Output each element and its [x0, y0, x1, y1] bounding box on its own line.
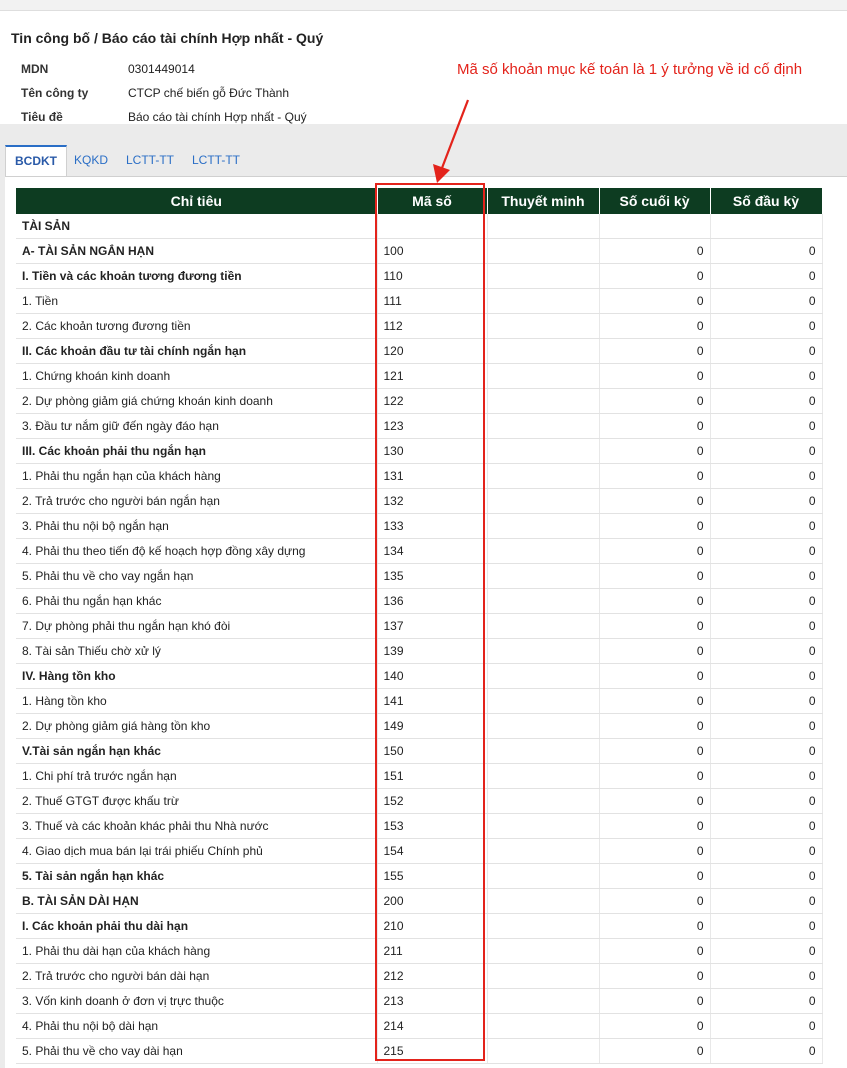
row-name-cell: 1. Phải thu ngắn hạn của khách hàng	[16, 464, 377, 489]
row-start-value-cell	[710, 214, 822, 239]
row-name-cell: III. Các khoản phải thu ngắn hạn	[16, 439, 377, 464]
row-code-cell: 135	[377, 564, 487, 589]
row-code-cell: 110	[377, 264, 487, 289]
row-end-value-cell: 0	[599, 639, 710, 664]
row-name-cell: A- TÀI SẢN NGẮN HẠN	[16, 239, 377, 264]
tab-bcdkt[interactable]: BCDKT	[5, 145, 67, 176]
row-code-cell: 212	[377, 964, 487, 989]
row-code-cell: 213	[377, 989, 487, 1014]
row-note-cell	[487, 314, 599, 339]
row-end-value-cell: 0	[599, 414, 710, 439]
row-start-value-cell: 0	[710, 639, 822, 664]
row-name-cell: B. TÀI SẢN DÀI HẠN	[16, 889, 377, 914]
row-end-value-cell	[599, 214, 710, 239]
row-name-cell: 4. Giao dịch mua bán lại trái phiếu Chính phủ	[16, 839, 377, 864]
row-name-cell: 2. Thuế GTGT được khấu trừ	[16, 789, 377, 814]
row-code-cell: 155	[377, 864, 487, 889]
row-code-cell: 151	[377, 764, 487, 789]
row-code-cell: 134	[377, 539, 487, 564]
row-start-value-cell: 0	[710, 764, 822, 789]
row-end-value-cell: 0	[599, 564, 710, 589]
row-note-cell	[487, 489, 599, 514]
row-name-cell: 3. Phải thu nội bộ ngắn hạn	[16, 514, 377, 539]
row-start-value-cell: 0	[710, 989, 822, 1014]
row-end-value-cell: 0	[599, 489, 710, 514]
row-code-cell: 210	[377, 914, 487, 939]
row-end-value-cell: 0	[599, 289, 710, 314]
row-note-cell	[487, 514, 599, 539]
info-label: Tiêu đề	[21, 110, 63, 124]
row-name-cell: IV. Hàng tồn kho	[16, 664, 377, 689]
row-end-value-cell: 0	[599, 764, 710, 789]
row-code-cell: 152	[377, 789, 487, 814]
row-end-value-cell: 0	[599, 589, 710, 614]
row-start-value-cell: 0	[710, 514, 822, 539]
row-note-cell	[487, 239, 599, 264]
row-start-value-cell: 0	[710, 239, 822, 264]
row-end-value-cell: 0	[599, 739, 710, 764]
row-end-value-cell: 0	[599, 264, 710, 289]
row-code-cell: 150	[377, 739, 487, 764]
row-note-cell	[487, 414, 599, 439]
ma-so-highlight-box	[375, 183, 485, 1061]
row-start-value-cell: 0	[710, 689, 822, 714]
row-code-cell: 121	[377, 364, 487, 389]
row-end-value-cell: 0	[599, 939, 710, 964]
row-name-cell: I. Các khoản phải thu dài hạn	[16, 914, 377, 939]
row-name-cell: 3. Vốn kinh doanh ở đơn vị trực thuộc	[16, 989, 377, 1014]
row-code-cell: 112	[377, 314, 487, 339]
row-code-cell: 153	[377, 814, 487, 839]
row-name-cell: 2. Trả trước cho người bán ngắn hạn	[16, 489, 377, 514]
row-start-value-cell: 0	[710, 914, 822, 939]
row-code-cell: 123	[377, 414, 487, 439]
row-note-cell	[487, 689, 599, 714]
row-start-value-cell: 0	[710, 339, 822, 364]
row-start-value-cell: 0	[710, 414, 822, 439]
row-note-cell	[487, 789, 599, 814]
row-note-cell	[487, 939, 599, 964]
row-end-value-cell: 0	[599, 814, 710, 839]
row-code-cell: 130	[377, 439, 487, 464]
top-bar	[0, 0, 847, 11]
row-note-cell	[487, 639, 599, 664]
row-code-cell: 132	[377, 489, 487, 514]
row-start-value-cell: 0	[710, 314, 822, 339]
row-name-cell: 2. Dự phòng giảm giá hàng tồn kho	[16, 714, 377, 739]
row-name-cell: 6. Phải thu ngắn hạn khác	[16, 589, 377, 614]
column-header-thuyet-minh[interactable]: Thuyết minh	[487, 188, 599, 214]
row-start-value-cell: 0	[710, 389, 822, 414]
row-end-value-cell: 0	[599, 239, 710, 264]
row-end-value-cell: 0	[599, 889, 710, 914]
row-note-cell	[487, 764, 599, 789]
row-note-cell	[487, 439, 599, 464]
row-code-cell: 154	[377, 839, 487, 864]
row-start-value-cell: 0	[710, 939, 822, 964]
row-name-cell: 2. Trả trước cho người bán dài hạn	[16, 964, 377, 989]
row-end-value-cell: 0	[599, 614, 710, 639]
info-label: Tên công ty	[21, 86, 89, 100]
row-end-value-cell: 0	[599, 964, 710, 989]
info-value: CTCP chế biến gỗ Đức Thành	[128, 86, 290, 100]
row-code-cell: 214	[377, 1014, 487, 1039]
row-code-cell: 120	[377, 339, 487, 364]
row-name-cell: 5. Phải thu về cho vay ngắn hạn	[16, 564, 377, 589]
row-start-value-cell: 0	[710, 364, 822, 389]
row-start-value-cell: 0	[710, 864, 822, 889]
row-note-cell	[487, 339, 599, 364]
row-end-value-cell: 0	[599, 389, 710, 414]
row-end-value-cell: 0	[599, 839, 710, 864]
row-name-cell: 5. Tài sản ngắn hạn khác	[16, 864, 377, 889]
row-end-value-cell: 0	[599, 664, 710, 689]
row-note-cell	[487, 289, 599, 314]
row-note-cell	[487, 264, 599, 289]
row-note-cell	[487, 1039, 599, 1064]
row-name-cell: II. Các khoản đầu tư tài chính ngắn hạn	[16, 339, 377, 364]
row-note-cell	[487, 214, 599, 239]
row-start-value-cell: 0	[710, 739, 822, 764]
tab-lctt-tt[interactable]: LCTT-TT	[126, 153, 174, 167]
row-start-value-cell: 0	[710, 889, 822, 914]
row-end-value-cell: 0	[599, 339, 710, 364]
row-name-cell: 4. Phải thu nội bộ dài hạn	[16, 1014, 377, 1039]
row-name-cell: 8. Tài sản Thiếu chờ xử lý	[16, 639, 377, 664]
row-code-cell: 211	[377, 939, 487, 964]
row-name-cell: 2. Các khoản tương đương tiền	[16, 314, 377, 339]
row-start-value-cell: 0	[710, 1039, 822, 1064]
row-start-value-cell: 0	[710, 839, 822, 864]
row-note-cell	[487, 814, 599, 839]
row-name-cell: 5. Phải thu về cho vay dài hạn	[16, 1039, 377, 1064]
row-note-cell	[487, 614, 599, 639]
row-code-cell: 137	[377, 614, 487, 639]
info-label: MDN	[21, 62, 49, 76]
row-name-cell: 2. Dự phòng giảm giá chứng khoán kinh doanh	[16, 389, 377, 414]
row-name-cell: TÀI SẢN	[16, 214, 377, 239]
page-title: Tin công bố / Báo cáo tài chính Hợp nhất - Quý	[11, 30, 324, 46]
row-end-value-cell: 0	[599, 364, 710, 389]
row-name-cell: 1. Hàng tồn kho	[16, 689, 377, 714]
row-end-value-cell: 0	[599, 714, 710, 739]
row-name-cell: 7. Dự phòng phải thu ngắn hạn khó đòi	[16, 614, 377, 639]
row-name-cell: 1. Phải thu dài hạn của khách hàng	[16, 939, 377, 964]
row-start-value-cell: 0	[710, 264, 822, 289]
row-code-cell: 141	[377, 689, 487, 714]
row-end-value-cell: 0	[599, 989, 710, 1014]
row-start-value-cell: 0	[710, 539, 822, 564]
annotation-text: Mã số khoản mục kế toán là 1 ý tưởng về id cố định	[457, 61, 803, 78]
row-note-cell	[487, 389, 599, 414]
row-start-value-cell: 0	[710, 589, 822, 614]
row-start-value-cell: 0	[710, 964, 822, 989]
row-start-value-cell: 0	[710, 714, 822, 739]
row-end-value-cell: 0	[599, 864, 710, 889]
tab-lctt-tt-2[interactable]: LCTT-TT	[192, 153, 240, 167]
row-end-value-cell: 0	[599, 464, 710, 489]
row-start-value-cell: 0	[710, 664, 822, 689]
row-code-cell: 215	[377, 1039, 487, 1064]
row-start-value-cell: 0	[710, 489, 822, 514]
row-code-cell: 136	[377, 589, 487, 614]
row-note-cell	[487, 839, 599, 864]
row-code-cell: 100	[377, 239, 487, 264]
row-start-value-cell: 0	[710, 614, 822, 639]
row-note-cell	[487, 464, 599, 489]
row-end-value-cell: 0	[599, 689, 710, 714]
row-code-cell: 122	[377, 389, 487, 414]
row-start-value-cell: 0	[710, 1014, 822, 1039]
row-start-value-cell: 0	[710, 289, 822, 314]
row-start-value-cell: 0	[710, 789, 822, 814]
row-note-cell	[487, 1014, 599, 1039]
row-end-value-cell: 0	[599, 1014, 710, 1039]
row-name-cell: 3. Đầu tư nắm giữ đến ngày đáo hạn	[16, 414, 377, 439]
row-start-value-cell: 0	[710, 464, 822, 489]
row-note-cell	[487, 364, 599, 389]
tab-kqkd[interactable]: KQKD	[74, 153, 109, 167]
column-header-chi-tieu[interactable]: Chỉ tiêu	[16, 188, 377, 214]
row-end-value-cell: 0	[599, 1039, 710, 1064]
info-value: Báo cáo tài chính Hợp nhất - Quý	[128, 110, 307, 124]
row-start-value-cell: 0	[710, 814, 822, 839]
row-code-cell: 140	[377, 664, 487, 689]
row-name-cell: 1. Chi phí trả trước ngắn hạn	[16, 764, 377, 789]
row-note-cell	[487, 864, 599, 889]
row-code-cell: 139	[377, 639, 487, 664]
row-note-cell	[487, 739, 599, 764]
row-note-cell	[487, 539, 599, 564]
column-header-so-cuoi-ky[interactable]: Số cuối kỳ	[599, 188, 710, 214]
row-code-cell: 200	[377, 889, 487, 914]
row-code-cell: 111	[377, 289, 487, 314]
row-code-cell: 149	[377, 714, 487, 739]
row-end-value-cell: 0	[599, 539, 710, 564]
row-name-cell: V.Tài sản ngắn hạn khác	[16, 739, 377, 764]
row-end-value-cell: 0	[599, 514, 710, 539]
row-end-value-cell: 0	[599, 314, 710, 339]
row-start-value-cell: 0	[710, 564, 822, 589]
row-name-cell: 4. Phải thu theo tiến độ kế hoạch hợp đồng xây dựng	[16, 539, 377, 564]
row-start-value-cell: 0	[710, 439, 822, 464]
row-note-cell	[487, 589, 599, 614]
row-code-cell: 131	[377, 464, 487, 489]
info-value: 0301449014	[128, 62, 195, 76]
row-note-cell	[487, 914, 599, 939]
row-note-cell	[487, 989, 599, 1014]
row-note-cell	[487, 964, 599, 989]
column-header-so-dau-ky[interactable]: Số đầu kỳ	[710, 188, 822, 214]
row-end-value-cell: 0	[599, 914, 710, 939]
row-note-cell	[487, 889, 599, 914]
row-name-cell: 1. Chứng khoán kinh doanh	[16, 364, 377, 389]
row-note-cell	[487, 664, 599, 689]
row-note-cell	[487, 564, 599, 589]
row-note-cell	[487, 714, 599, 739]
row-code-cell: 133	[377, 514, 487, 539]
row-name-cell: I. Tiền và các khoản tương đương tiền	[16, 264, 377, 289]
column-header-ma-so[interactable]: Mã số	[377, 188, 487, 214]
row-end-value-cell: 0	[599, 789, 710, 814]
row-name-cell: 1. Tiền	[16, 289, 377, 314]
row-name-cell: 3. Thuế và các khoản khác phải thu Nhà nước	[16, 814, 377, 839]
row-end-value-cell: 0	[599, 439, 710, 464]
